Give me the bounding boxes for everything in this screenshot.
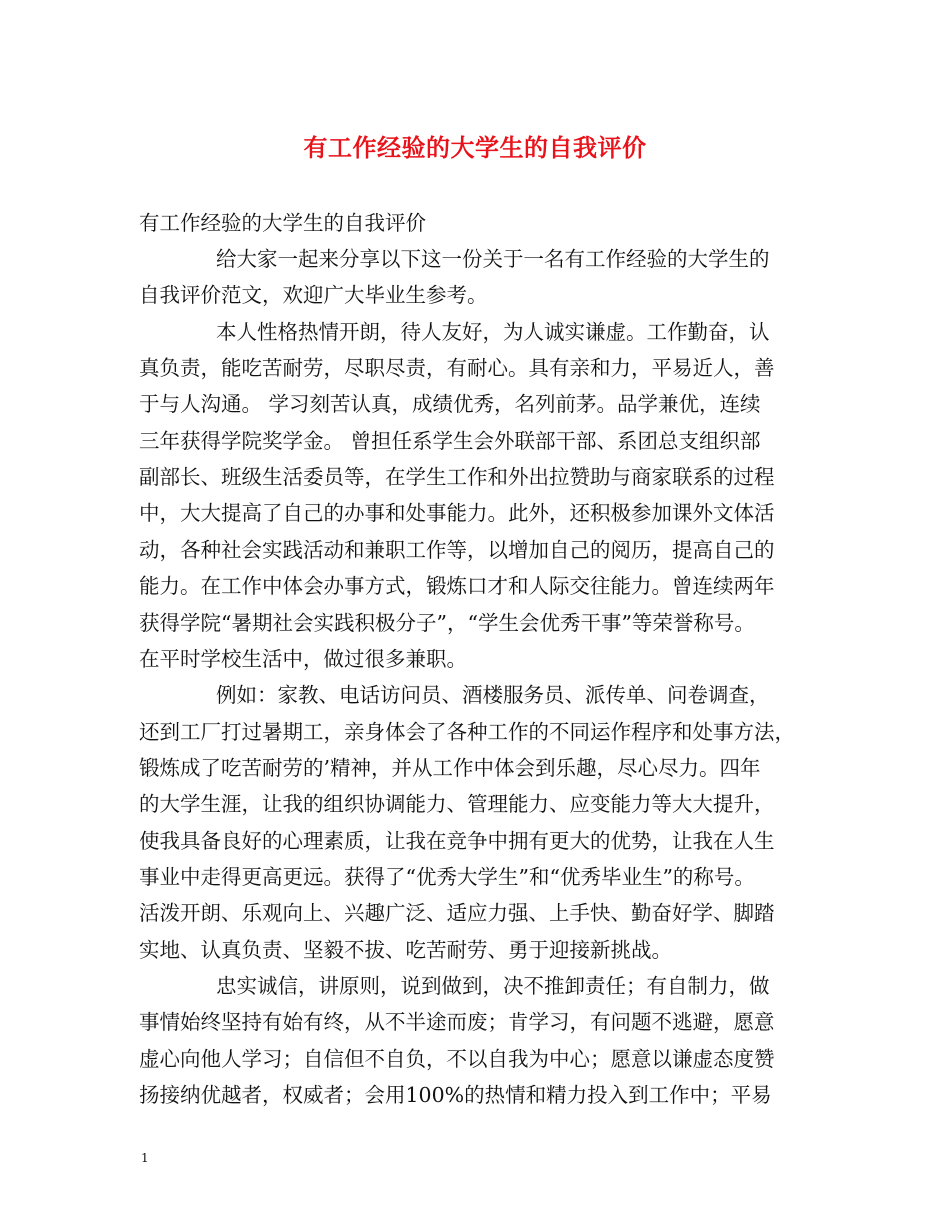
paragraph-first-line: 例如：家教、电话访问员、酒楼服务员、派传单、问卷调查， [216, 683, 770, 708]
document-subtitle: 有工作经验的大学生的自我评价 [139, 211, 426, 235]
paragraph-first-line: 忠实诚信，讲原则，说到做到，决不推卸责任；有自制力，做 [216, 974, 770, 998]
paragraph-first-line: 给大家一起来分享以下这一份关于一名有工作经验的大学生的 [216, 247, 770, 271]
page-number: 1 [141, 1151, 149, 1165]
paragraph-line: 事业中走得更高更远。获得了“优秀大学生”和“优秀毕业生”的称号。 [139, 864, 755, 889]
page-title: 有工作经验的大学生的自我评价 [303, 133, 647, 162]
paragraph-line: 扬接纳优越者，权威者；会用100%的热情和精力投入到工作中；平易 [139, 1083, 772, 1108]
paragraph-line: 虚心向他人学习；自信但不自负，不以自我为中心；愿意以谦虚态度赞 [139, 1046, 775, 1071]
paragraph-line: 还到工厂打过暑期工，亲身体会了各种工作的不同运作程序和处事方法， [139, 719, 795, 744]
paragraph-line: 在平时学校生活中，做过很多兼职。 [139, 646, 467, 671]
paragraph-line: 动，各种社会实践活动和兼职工作等，以增加自己的阅历，提高自己的 [139, 537, 775, 562]
paragraph-line: 中，大大提高了自己的办事和处事能力。此外，还积极参加课外文体活 [139, 501, 775, 526]
paragraph-line: 锻炼成了吃苦耐劳的’精神，并从工作中体会到乐趣，尽心尽力。四年 [139, 755, 761, 780]
paragraph-line: 事情始终坚持有始有终，从不半途而废；肯学习，有问题不逃避，愿意 [139, 1010, 775, 1035]
paragraph-line: 活泼开朗、乐观向上、兴趣广泛、适应力强、上手快、勤奋好学、脚踏 [139, 901, 775, 926]
paragraph-line: 能力。在工作中体会办事方式，锻炼口才和人际交往能力。曾连续两年 [139, 574, 775, 599]
paragraph-line: 真负责，能吃苦耐劳，尽职尽责，有耐心。具有亲和力，平易近人，善 [139, 356, 775, 381]
paragraph-line: 副部长、班级生活委员等，在学生工作和外出拉赞助与商家联系的过程 [139, 465, 775, 490]
paragraph-line: 的大学生涯，让我的组织协调能力、管理能力、应变能力等大大提升， [139, 792, 775, 817]
paragraph-first-line: 本人性格热情开朗，待人友好，为人诚实谦虚。工作勤奋，认 [216, 319, 770, 344]
paragraph-line: 使我具备良好的心理素质，让我在竞争中拥有更大的优势，让我在人生 [139, 828, 775, 853]
paragraph-line: 于与人沟通。 学习刻苦认真，成绩优秀，名列前茅。品学兼优，连续 [139, 392, 761, 417]
paragraph-line: 自我评价范文，欢迎广大毕业生参考。 [139, 283, 488, 308]
paragraph-line: 获得学院“暑期社会实践积极分子”，“学生会优秀干事”等荣誉称号。 [139, 610, 755, 635]
paragraph-line: 三年获得学院奖学金。 曾担任系学生会外联部干部、系团总支组织部 [139, 428, 761, 453]
paragraph-line: 实地、认真负责、坚毅不拔、吃苦耐劳、勇于迎接新挑战。 [139, 937, 672, 962]
